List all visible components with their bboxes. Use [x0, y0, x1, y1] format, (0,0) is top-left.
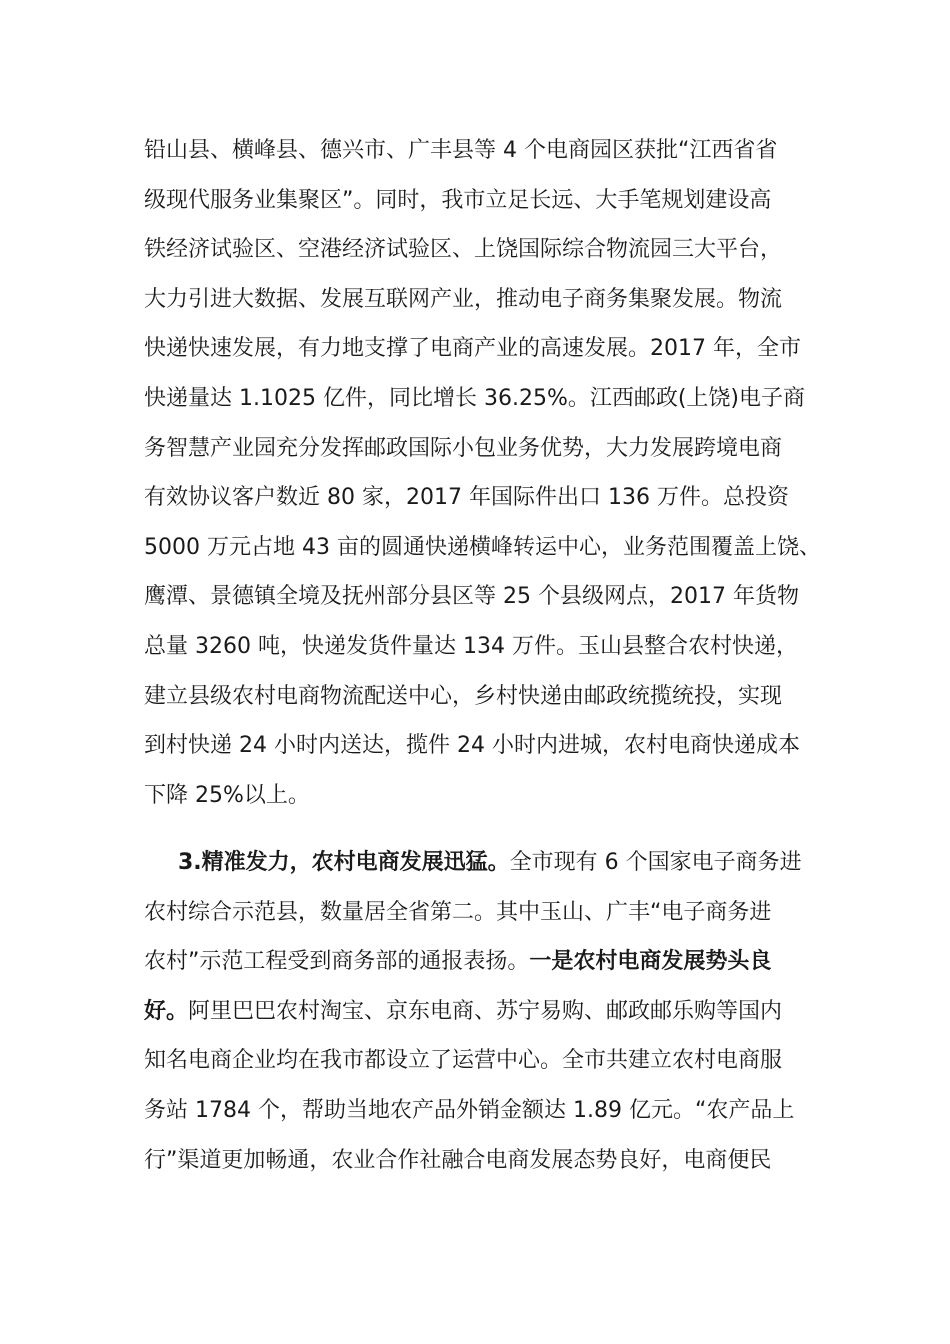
paragraph-logistics [144, 126, 824, 820]
text-line: 知名电商企业均在我市都设立了运营中心。全市共建立农村电商服 [144, 1048, 783, 1074]
text-line: 快递量达 1.1025 亿件，同比增长 36.25%。江西邮政(上饶)电子商 [144, 385, 806, 411]
text-run: 阿里巴巴农村淘宝、京东电商、苏宁易购、邮政邮乐购等国内 [188, 998, 783, 1024]
text-line: 有效协议客户数近 80 家，2017 年国际件出口 136 万件。总投资 [144, 485, 789, 511]
text-line [144, 937, 824, 987]
text-line: 农村综合示范县，数量居全省第二。其中玉山、广丰“电子商务进 [144, 899, 772, 925]
text-line: 建立县级农村电商物流配送中心，乡村快递由邮政统揽统投，实现 [144, 683, 783, 709]
text-line: 到村快递 24 小时内送达，揽件 24 小时内进城，农村电商快递成本 [144, 733, 800, 759]
text-line: 务智慧产业园充分发挥邮政国际小包业务优势，大力发展跨境电商 [144, 435, 783, 461]
text-line: 下降 25%以上。 [144, 782, 310, 808]
text-line [144, 987, 824, 1037]
text-run: 农村”示范工程受到商务部的通报表扬。 [144, 949, 530, 975]
bold-subheading: 一是农村电商发展势头良 [529, 949, 772, 975]
bold-subheading-end: 好。 [144, 998, 189, 1024]
section-heading: 3.精准发力，农村电商发展迅猛。 [178, 850, 510, 875]
text-line: 鹰潭、景德镇全境及抚州部分县区等 25 个县级网点，2017 年货物 [144, 584, 799, 610]
text-line: 铅山县、横峰县、德兴市、广丰县等 4 个电商园区获批“江西省省 [144, 138, 778, 163]
text-line: 快递快速发展，有力地支撑了电商产业的高速发展。2017 年，全市 [144, 336, 801, 362]
text-line: 大力引进大数据、发展互联网产业，推动电子商务集聚发展。物流 [144, 286, 783, 312]
text-line: 务站 1784 个，帮助当地农产品外销金额达 1.89 亿元。“农产品上 [144, 1097, 795, 1123]
text-line: 5000 万元占地 43 亩的圆通快递横峰转运中心，业务范围覆盖上饶、 [144, 534, 821, 560]
text-run: 全市现有 6 个国家电子商务进 [509, 850, 802, 875]
text-line: 行”渠道更加畅通，农业合作社融合电商发展态势良好，电商便民 [144, 1147, 772, 1173]
text-line [144, 838, 824, 888]
text-line: 铁经济试验区、空港经济试验区、上饶国际综合物流园三大平台， [144, 237, 783, 263]
text-line: 级现代服务业集聚区”。同时，我市立足长远、大手笔规划建设高 [144, 187, 772, 213]
paragraph-rural-ecommerce [144, 838, 824, 1185]
text-line: 总量 3260 吨，快递发货件量达 134 万件。玉山县整合农村快递， [144, 633, 798, 659]
